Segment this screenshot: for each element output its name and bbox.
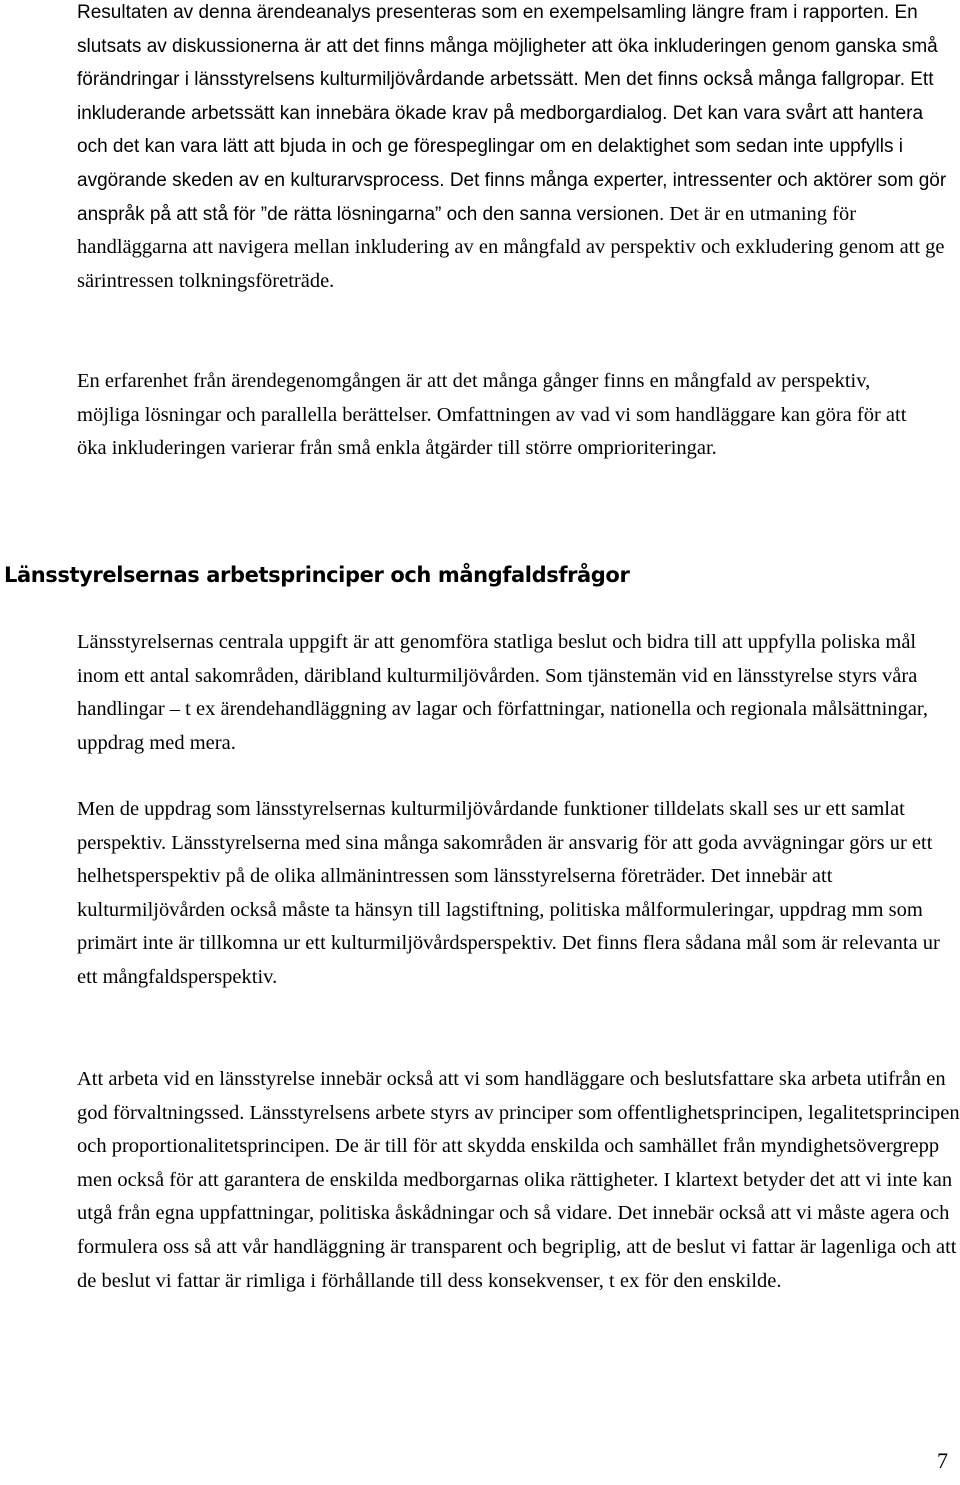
page-number: 7 [937,1448,948,1473]
section-heading: Länsstyrelsernas arbetsprinciper och mångfaldsfrågor [4,563,630,587]
paragraph-experience: En erfarenhet från ärendegenomgången är att det många gånger finns en mångfald av perspektiv, möjliga lösningar och parallella berättelser. Omfattningen av vad vi som handläggare kan göra för att öka inkluderingen varierar från små enkla åtgärder till större omprioriteringar. [77,370,907,460]
paragraph-holistic-perspective: Men de uppdrag som länsstyrelsernas kulturmiljövårdande funktioner tilldelats skall ses ur ett samlat perspektiv. Länsstyrelserna med sina många sakområden är ansvarig för att goda avvägningar görs ur ett helhetsperspektiv på de olika allmänintressen som länsstyrelserna företräder. Det innebär att kulturmiljövården också måste ta hänsyn till lagstiftning, politiska målformuleringar, uppdrag mm som primärt inte är tillkomna ur ett kulturmiljövårdsperspektiv. Det finns flera sådana mål som är relevanta ur ett mångfaldsperspektiv. [77,798,940,988]
paragraph-good-administration: Att arbeta vid en länsstyrelse innebär också att vi som handläggare och beslutsfattare ska arbeta utifrån en god förvaltningssed. Länsstyrelsens arbete styrs av principer som offentlighetsprincipen, legalitetsprincipen och proportionalitetsprincipen. De är till för att skydda enskilda och samhället från myndighetsövergrepp men också för att garantera de enskilda medborgarnas olika rättigheter. I klartext betyder det att vi inte kan utgå från egna uppfattningar, politiska åskådningar och så vidare. Det innebär också att vi måste agera och formulera oss så att vår handläggning är transparent och begriplig, att de beslut vi fattar är lagenliga och att de beslut vi fattar är rimliga i förhållande till dess konsekvenser, t ex för den enskilde. [77,1068,960,1292]
paragraph-conclusions [77,0,953,298]
paragraph-conclusions-part-1: Resultaten av denna ärendeanalys presenteras som en exempelsamling längre fram i rapporten. En slutsats av diskussionerna är att det finns många möjligheter att öka inkluderingen genom ganska små förändringar i länsstyrelsens kulturmiljövårdande arbetssätt. Men det finns också många fallgropar. Ett inkluderande arbetssätt kan innebära ökade krav på medborgardialog. [77,2,938,124]
paragraph-central-task: Länsstyrelsernas centrala uppgift är att genomföra statliga beslut och bidra till att uppfylla poliska mål inom ett antal sakområden, däribland kulturmiljövården. Som tjänstemän vid en länsstyrelse styrs våra handlingar – t ex ärendehandläggning av lagar och författningar, nationella och regionala målsättningar, uppdrag med mera. [77,631,929,754]
paragraph-conclusions-part-3: Det är en utmaning för handläggarna att navigera mellan inkludering av en mångfald av perspektiv och exkludering genom att ge särintressen tolkningsföreträde. [77,202,945,292]
paragraph-conclusions-part-2: Det kan vara svårt att hantera och det kan vara lätt att bjuda in och ge förespeglingar om en delaktighet som sedan inte uppfylls i avgörande skeden av en kulturarvsprocess. Det finns många experter, intressenter och aktörer som gör anspråk på att stå för ”de rätta lösningarna” och den sanna versionen. [77,102,947,225]
